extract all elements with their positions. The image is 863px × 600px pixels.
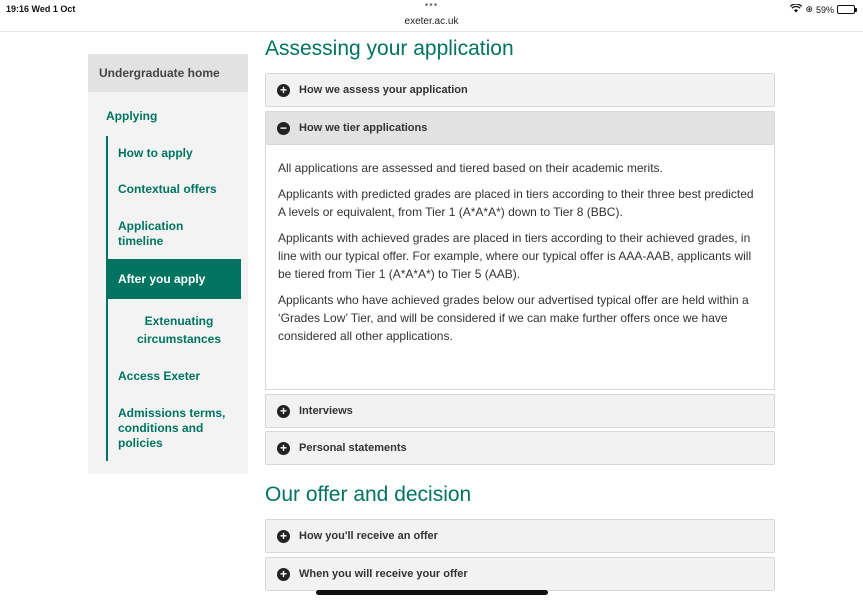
accordion-panel-tier [265,145,775,390]
location-icon: ⊕ [805,4,813,14]
url-bar[interactable]: exeter.ac.uk [404,16,459,27]
sidebar-item-application-timeline[interactable]: Application timeline [118,219,184,248]
accordion-title: Interviews [299,405,353,417]
more-dots-icon[interactable]: ••• [424,0,439,11]
accordion-when-offer[interactable] [265,557,775,591]
tier-paragraph: All applications are assessed and tiered based on their academic merits. [278,161,663,175]
sidebar-item-after-you-apply[interactable]: After you apply [106,259,241,299]
accordion-interviews[interactable] [265,394,775,428]
accordion-how-we-assess[interactable] [265,73,775,107]
accordion-personal-statements[interactable] [265,431,775,465]
tier-paragraph: Applicants who have achieved grades below our advertised typical offer are held within a ‘Grades Low’ Tier, and will be considered if we can make further offers once we have considered all other applications. [278,293,749,343]
status-time: 19:16 Wed 1 Oct [6,4,76,14]
home-indicator[interactable] [316,590,548,595]
minus-circle-icon: − [277,122,290,135]
sidebar-item-contextual-offers[interactable]: Contextual offers [118,182,217,196]
accordion-how-we-tier[interactable] [265,111,775,145]
accordion-receive-offer[interactable] [265,519,775,553]
section-title-offer: Our offer and decision [265,483,472,506]
sidebar-item-how-to-apply[interactable]: How to apply [118,146,193,160]
sidebar-item-access-exeter[interactable]: Access Exeter [118,369,201,383]
accordion-title: When you will receive your offer [299,568,468,580]
tier-paragraph: Applicants with predicted grades are placed in tiers according to their three best predicted A levels or equivalent, from Tier 1 (A*A*A*) down to Tier 8 (BBC). [278,187,754,219]
accordion-title: How we assess your application [299,84,468,96]
plus-circle-icon: + [277,442,290,455]
section-title-assessing: Assessing your application [265,37,514,60]
sidebar-item-applying[interactable]: Applying [106,109,158,123]
sidebar-item-admissions-terms[interactable]: Admissions terms, conditions and policies [118,406,226,450]
plus-circle-icon: + [277,405,290,418]
accordion-title: How you'll receive an offer [299,530,438,542]
battery-icon [837,5,855,14]
tier-paragraph: Applicants with achieved grades are placed in tiers according to their achieved grades, in line with our typical offer. For example, where our typical offer is AAA-AAB, applicants will be tiered from Tier 1 (A*A*A*) to Tier 5 (AAB). [278,231,752,281]
status-indicators [790,4,855,15]
sidebar-nav [88,54,248,474]
wifi-icon [790,4,802,15]
accordion-title: Personal statements [299,442,407,454]
plus-circle-icon: + [277,84,290,97]
sidebar-item-undergraduate-home[interactable]: Undergraduate home [88,54,248,92]
battery-percent: 59% [815,4,834,15]
plus-circle-icon: + [277,568,290,581]
sidebar-item-extenuating-circumstances[interactable]: Extenuating circumstances [136,314,222,346]
status-bar [0,0,863,32]
accordion-title: How we tier applications [299,122,428,134]
plus-circle-icon: + [277,530,290,543]
